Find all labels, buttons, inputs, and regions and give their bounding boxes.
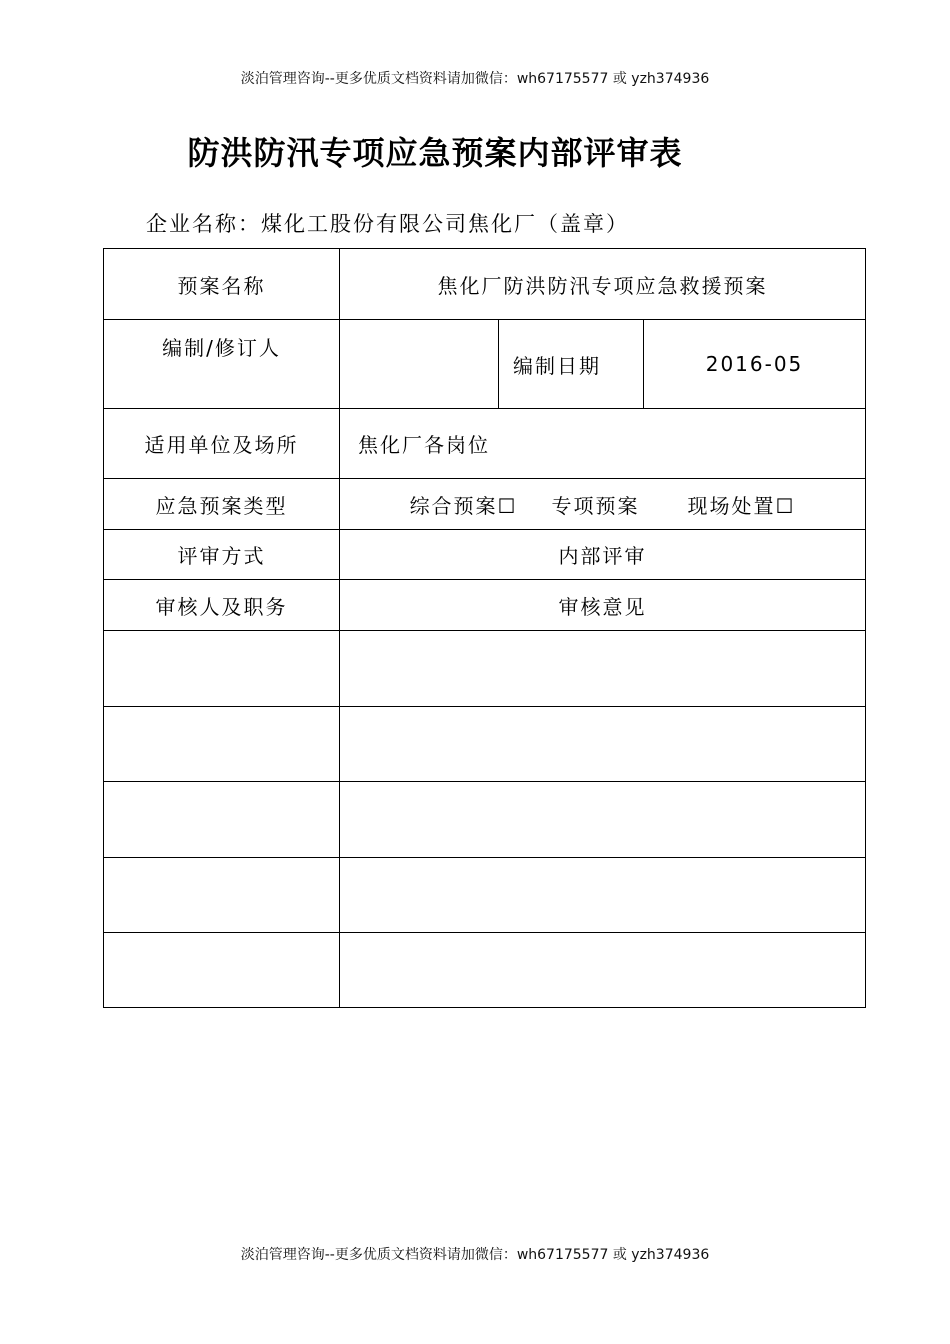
footer-watermark-note: 淡泊管理咨询--更多优质文档资料请加微信：wh67175577 或 yzh374936 [240,1247,710,1263]
reviewer-cell[interactable] [104,631,340,707]
type-option-special[interactable]: 专项预案 [551,493,640,518]
editor-label: 编制/修订人 [104,320,340,409]
review-header-row [104,580,866,631]
opinion-cell[interactable] [340,858,866,933]
editor-row [104,320,866,409]
reviewer-cell[interactable] [104,858,340,933]
reviewer-cell[interactable] [104,782,340,858]
plan-type-row [104,479,866,530]
opinion-header: 审核意见 [340,580,866,631]
opinion-cell[interactable] [340,933,866,1008]
scope-row [104,409,866,479]
review-row [104,858,866,933]
reviewer-cell[interactable] [104,933,340,1008]
opinion-cell[interactable] [340,707,866,782]
type-option-onsite[interactable]: 现场处置☐ [687,493,796,518]
plan-type-label: 应急预案类型 [104,479,340,530]
plan-name-row [104,249,866,320]
plan-type-options [340,479,866,530]
plan-name-value: 焦化厂防洪防汛专项应急救援预案 [340,249,866,320]
reviewer-header: 审核人及职务 [104,580,340,631]
opinion-cell[interactable] [340,782,866,858]
plan-name-label: 预案名称 [104,249,340,320]
document-title: 防洪防汛专项应急预案内部评审表 [187,134,683,172]
company-name-line: 企业名称：煤化工股份有限公司焦化厂（盖章） [146,212,629,236]
reviewer-cell[interactable] [104,707,340,782]
review-mode-row [104,530,866,580]
review-mode-value: 内部评审 [340,530,866,580]
review-row [104,782,866,858]
scope-value: 焦化厂各岗位 [340,409,866,479]
review-row [104,707,866,782]
type-option-comprehensive[interactable]: 综合预案☐ [409,493,518,518]
review-row [104,631,866,707]
header-watermark-note: 淡泊管理咨询--更多优质文档资料请加微信：wh67175577 或 yzh374936 [240,71,710,87]
opinion-cell[interactable] [340,631,866,707]
review-form-table [103,248,866,1008]
review-row [104,933,866,1008]
date-value[interactable]: 2016-05 [644,320,866,409]
editor-value[interactable] [340,320,499,409]
scope-label: 适用单位及场所 [104,409,340,479]
review-mode-label: 评审方式 [104,530,340,580]
date-label: 编制日期 [499,320,644,409]
